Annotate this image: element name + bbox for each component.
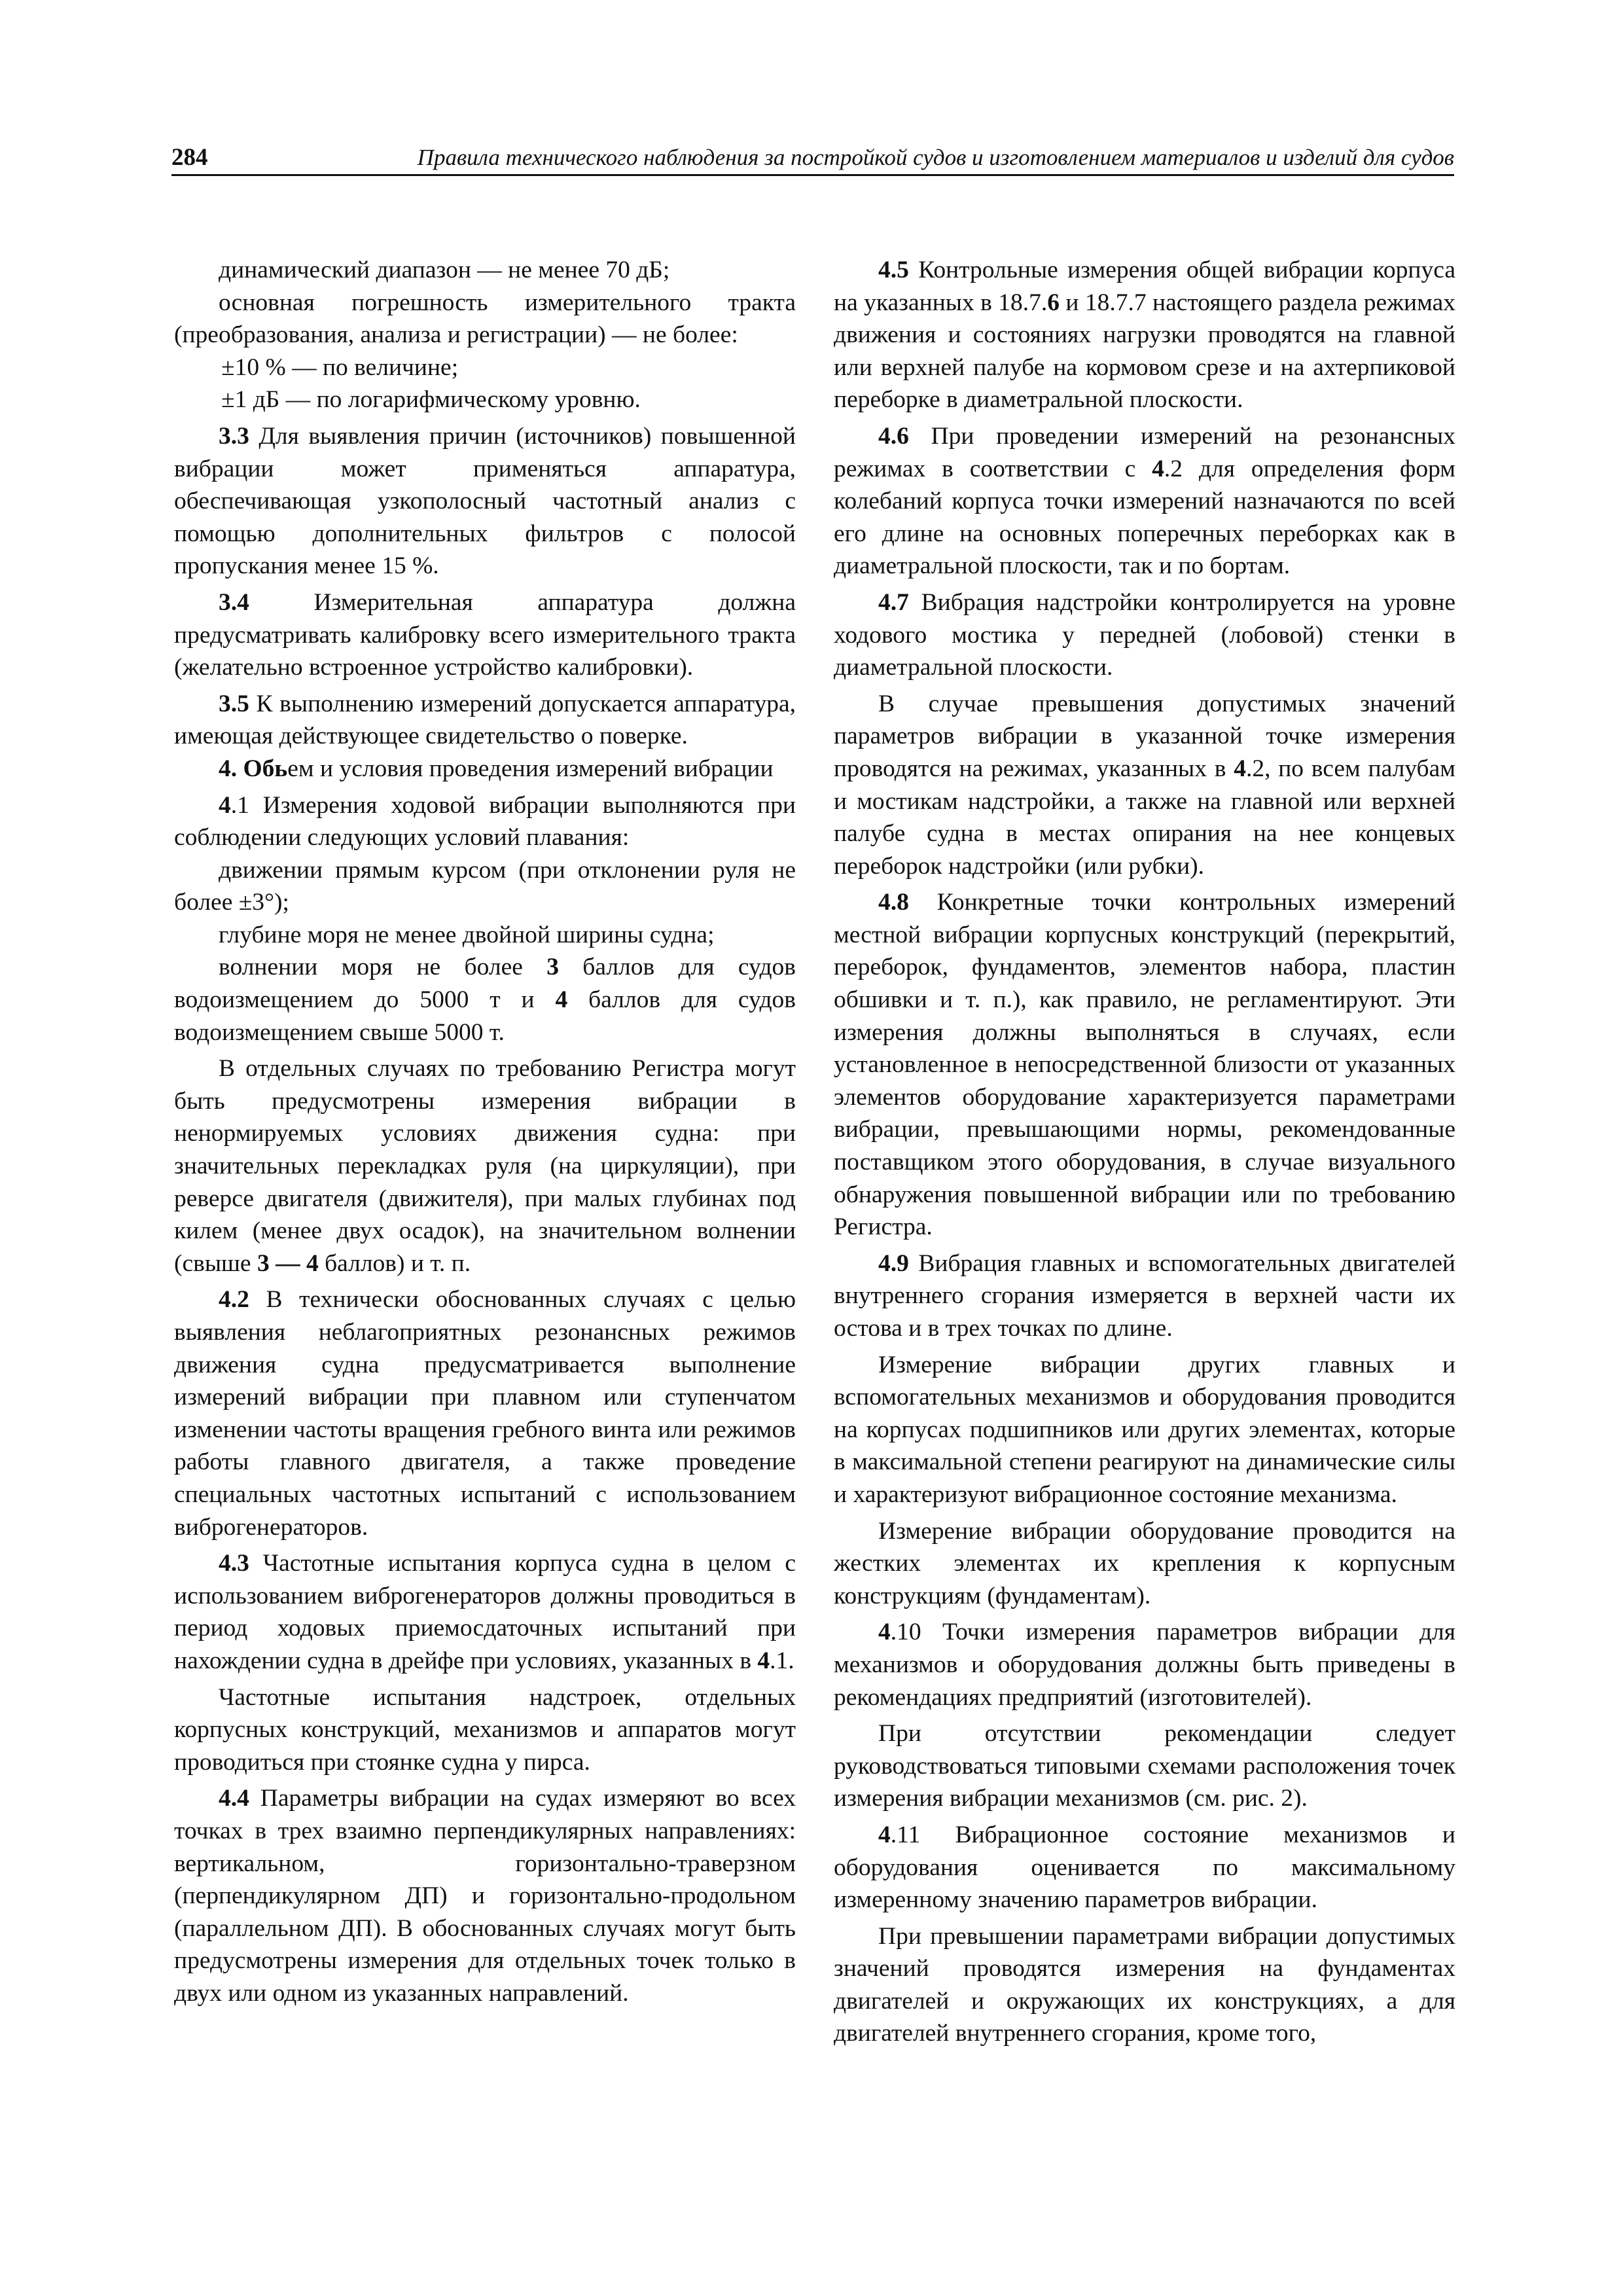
paragraph-4-10: 4.10 Точки измерения параметров вибрации для механизмов и оборудования должны быть приведены в рекомендациях предприятий (изготовителей). bbox=[834, 1619, 1455, 1711]
running-title: Правила технического наблюдения за постройкой судов и изготовлением материалов и изделий для судов bbox=[417, 145, 1454, 170]
paragraph: ±10 % — по величине; bbox=[221, 353, 459, 381]
paragraph-4-1: 4.1 Измерения ходовой вибрации выполняются при соблюдении следующих условий плавания: bbox=[174, 791, 796, 852]
left-column bbox=[174, 254, 796, 2013]
paragraph: основная погрешность измерительного тракта (преобразования, анализа и регистрации) — не более: bbox=[174, 289, 796, 349]
section-heading-4: 4. Обьем и условия проведения измерений вибрации bbox=[219, 755, 774, 782]
paragraph: ±1 дБ — по логарифмическому уровню. bbox=[221, 386, 641, 414]
paragraph: Измерение вибрации других главных и вспомогательных механизмов и оборудования проводится на корпусах подшипников или других элементах, которые в максимальной степени реагируют на динамические силы и характеризуют вибрационное состояние механизма. bbox=[834, 1351, 1455, 1508]
paragraph-4-8: 4.8 Конкретные точки контрольных измерений местной вибрации корпусных конструкций (перекрытий, переборок, фундаментов, элементов набора, пластин обшивки и т. п.), как правило, не регламентируют. Эти измерения должны выполняться в случаях, если установленное в непосредственной близости от указанных элементов оборудование характеризуется параметрами вибрации, превышающими нормы, рекомендованные поставщиком этого оборудования, в случае визуального обнаружения повышенной вибрации или по требованию Регистра. bbox=[834, 889, 1455, 1241]
paragraph: глубине моря не менее двойной ширины судна; bbox=[219, 921, 715, 948]
paragraph-4-2: 4.2 В технически обоснованных случаях с целью выявления неблагоприятных резонансных режимов движения судна предусматривается выполнение измерений вибрации при плавном или ступенчатом изменении частоты вращения гребного винта или режимов работы главного двигателя, а также проведение специальных частотных испытаний с использованием виброгенераторов. bbox=[174, 1286, 796, 1541]
paragraph-4-4: 4.4 Параметры вибрации на судах измеряют во всех точках в трех взаимно перпендикулярных направлениях: вертикальном, горизонтально-траверзном (перпендикулярном ДП) и горизонтально-продольном (параллельном ДП). В обоснованных случаях могут быть предусмотрены измерения для отдельных точек только в двух или одном из указанных направлений. bbox=[174, 1785, 796, 2007]
paragraph: Частотные испытания надстроек, отдельных корпусных конструкций, механизмов и аппаратов могут проводиться при стоянке судна у пирса. bbox=[174, 1683, 796, 1776]
paragraph-4-11: 4.11 Вибрационное состояние механизмов и оборудования оценивается по максимальному измеренному значению параметров вибрации. bbox=[834, 1821, 1455, 1914]
paragraph: При превышении параметрами вибрации допустимых значений проводятся измерения на фундаментах двигателей и окружающих их конструкциях, а для двигателей внутреннего сгорания, кроме того, bbox=[834, 1922, 1455, 2047]
paragraph: Измерение вибрации оборудование проводится на жестких элементах их крепления к корпусным конструкциям (фундаментам). bbox=[834, 1517, 1455, 1609]
page-number: 284 bbox=[171, 144, 208, 171]
paragraph: В случае превышения допустимых значений параметров вибрации в указанной точке измерения проводятся на режимах, указанных в 4.2, по всем палубам и мостикам надстройки, а также на главной или верхней палубе судна в местах опирания на нее концевых переборок надстройки (или рубки). bbox=[834, 690, 1455, 880]
paragraph-3-5: 3.5 К выполнению измерений допускается аппаратура, имеющая действующее свидетельство о поверке. bbox=[174, 690, 796, 750]
paragraph: волнении моря не более 3 баллов для судов водоизмещением до 5000 т и 4 баллов для судов водоизмещением свыше 5000 т. bbox=[174, 954, 796, 1046]
paragraph-4-5: 4.5 Контрольные измерения общей вибрации корпуса на указанных в 18.7.6 и 18.7.7 настоящего раздела режимах движения и состояниях нагрузки проводятся на главной или верхней палубе на кормовом срезе и на ахтерпиковой переборке в диаметральной плоскости. bbox=[834, 257, 1455, 414]
paragraph: При отсутствии рекомендации следует руководствоваться типовыми схемами расположения точек измерения вибрации механизмов (см. рис. 2). bbox=[834, 1720, 1455, 1812]
paragraph-3-3: 3.3 Для выявления причин (источников) повышенной вибрации может применяться аппаратура, обеспечивающая узкополосный частотный анализ с помощью дополнительных фильтров с полосой пропускания менее 15 %. bbox=[174, 422, 796, 580]
paragraph-4-3: 4.3 Частотные испытания корпуса судна в целом с использованием виброгенераторов должны проводиться в период ходовых приемосдаточных испытаний при нахождении судна в дрейфе при условиях, указанных в 4.1. bbox=[174, 1550, 796, 1674]
paragraph-4-7: 4.7 Вибрация надстройки контролируется на уровне ходового мостика у передней (лобовой) стенки в диаметральной плоскости. bbox=[834, 588, 1455, 681]
paragraph-4-6: 4.6 При проведении измерений на резонансных режимах в соответствии с 4.2 для определения форм колебаний корпуса точки измерений назначаются по всей его длине на основных поперечных переборках как в диаметральной плоскости, так и по бортам. bbox=[834, 422, 1455, 580]
paragraph: движении прямым курсом (при отклонении руля не более ±3°); bbox=[174, 856, 796, 916]
right-column bbox=[834, 254, 1455, 2054]
paragraph-3-4: 3.4 Измерительная аппаратура должна предусматривать калибровку всего измерительного тракта (желательно встроенное устройство калибровки). bbox=[174, 588, 796, 681]
paragraph: В отдельных случаях по требованию Регистра могут быть предусмотрены измерения вибрации в ненормируемых условиях движения судна: при значительных перекладках руля (на циркуляции), при реверсе двигателя (движителя), при малых глубинах под килем (менее двух осадок), на значительном волнении (свыше 3 — 4 баллов) и т. п. bbox=[174, 1055, 796, 1277]
paragraph-4-9: 4.9 Вибрация главных и вспомогательных двигателей внутреннего сгорания измеряется в верхней части их остова и в трех точках по длине. bbox=[834, 1249, 1455, 1342]
running-header bbox=[171, 144, 1454, 176]
paragraph: динамический диапазон — не менее 70 дБ; bbox=[219, 257, 670, 283]
